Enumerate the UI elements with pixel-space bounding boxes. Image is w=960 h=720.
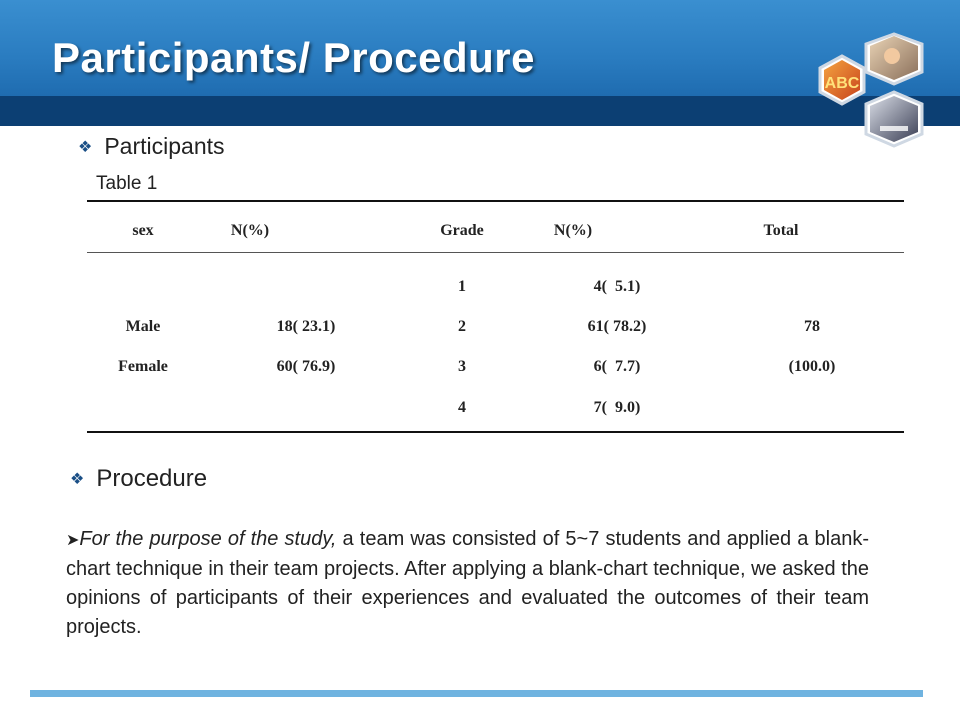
grade-n: 7( 9.0) [593,399,641,416]
sex-label: Male [125,318,161,335]
sex-label: Female [118,358,168,375]
sex-n: 60( 76.9) [276,358,336,375]
header-grade: Grade [440,222,484,239]
hexagon-photos-icon [800,30,950,170]
participants-table [87,200,904,433]
procedure-heading [70,465,207,493]
grade-n: 61( 78.2) [587,318,647,335]
procedure-label: Procedure [96,465,208,492]
procedure-paragraph [66,525,869,642]
participants-heading [78,133,225,160]
diamond-bullet-icon: ❖ [70,471,85,488]
decorative-hexagon-images [800,30,950,170]
grade-value: 2 [458,318,466,335]
procedure-italic-lead: For the purpose of the study, [79,528,337,550]
grade-n: 6( 7.7) [593,358,641,375]
sex-n: 18( 23.1) [276,318,336,335]
diamond-bullet-icon: ❖ [78,138,93,156]
arrow-bullet-icon: ➤ [66,532,80,549]
procedure-body: a team was consisted of 5~7 students and applied a blank-chart technique in their team projects. After applying a blank-chart technique, we asked the opinions of participants of their experiences and evaluated the outcomes of their team projects. [66,528,870,638]
table-top-rule [87,200,904,202]
header-total: Total [763,222,799,239]
table-caption: Table 1 [96,173,158,194]
grade-value: 3 [458,358,466,375]
slide-title: Participants/ Procedure [52,34,535,81]
grade-value: 1 [458,278,466,295]
svg-text:ABC: ABC [824,75,860,92]
table-header-rule [87,252,904,253]
grade-value: 4 [458,399,466,416]
total-pct: (100.0) [788,358,836,375]
header-sex-n: N(%) [230,222,270,239]
footer-bar [30,690,923,697]
header-sex: sex [132,222,154,239]
table-bottom-rule [87,431,904,433]
grade-n: 4( 5.1) [593,278,641,295]
total-count: 78 [804,318,820,335]
participants-label: Participants [104,133,225,159]
header-grade-n: N(%) [553,222,593,239]
